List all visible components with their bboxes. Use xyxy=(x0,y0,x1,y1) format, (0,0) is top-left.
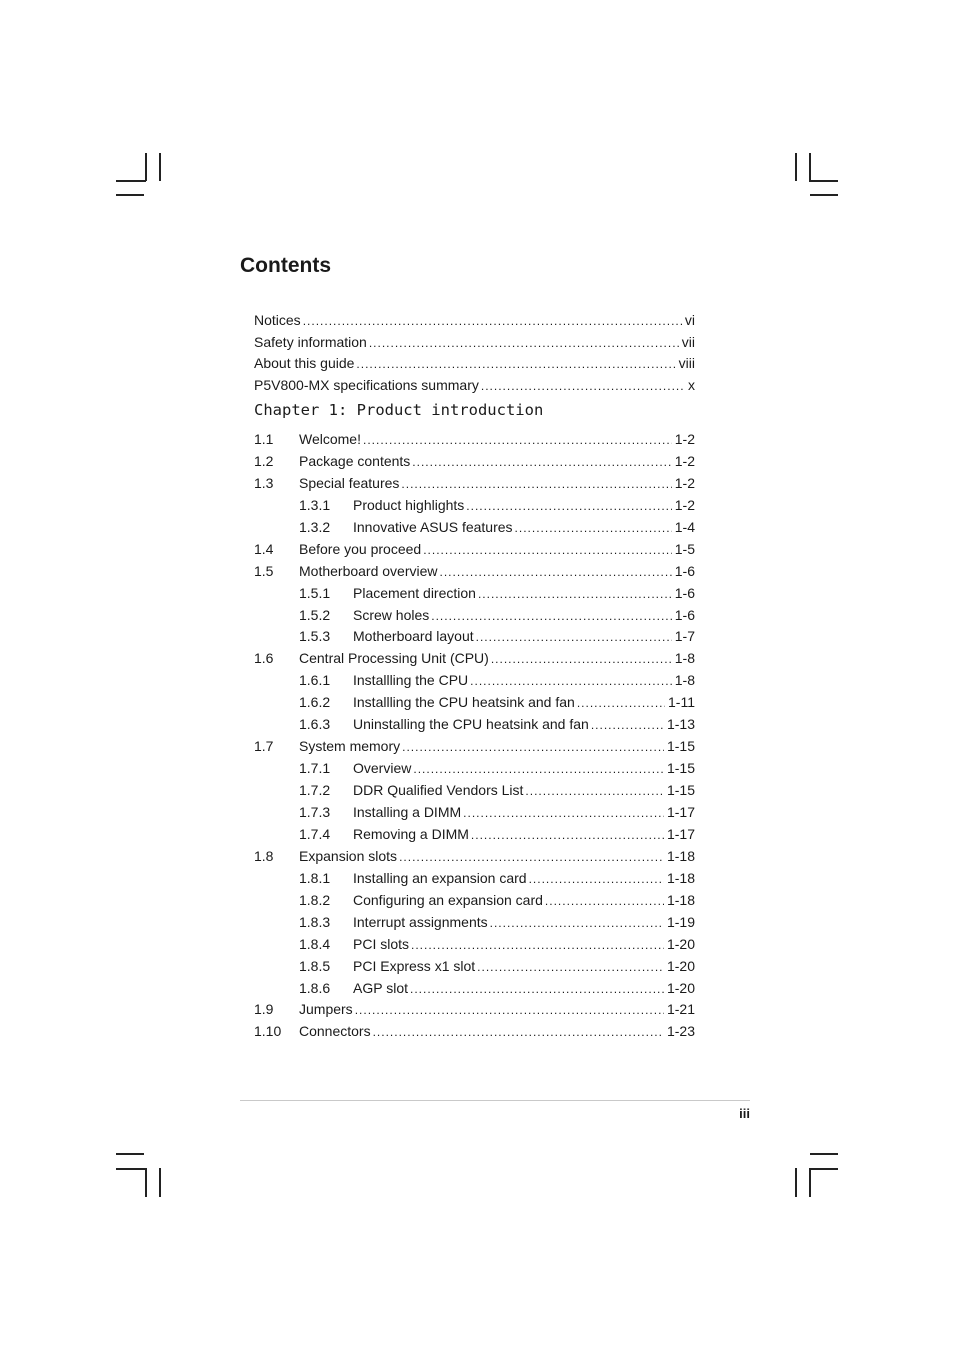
page-number: iii xyxy=(739,1106,750,1121)
dot-leader xyxy=(478,583,672,604)
toc-entry-number: 1.8.5 xyxy=(299,957,331,974)
dot-leader xyxy=(490,912,664,933)
toc-entry-number: 1.6 xyxy=(254,650,274,667)
toc-entry-page: 1-20 xyxy=(666,935,695,952)
toc-entry-number: 1.8.1 xyxy=(299,869,331,886)
toc-entry-label: Welcome! xyxy=(299,428,363,450)
dot-leader xyxy=(363,429,672,450)
chapter-heading: Chapter 1: Product introduction xyxy=(254,401,544,419)
toc-entry[interactable] xyxy=(254,625,695,647)
toc-entry[interactable] xyxy=(254,428,695,450)
crop-mark xyxy=(810,194,838,196)
toc-entry-label: Installing a DIMM xyxy=(353,801,463,823)
toc-entry[interactable] xyxy=(254,538,695,560)
toc-entry-number: 1.5.2 xyxy=(299,606,331,623)
toc-entry[interactable] xyxy=(254,331,695,353)
toc-entry-number: 1.3 xyxy=(254,474,274,491)
toc-entry-number: 1.8 xyxy=(254,847,274,864)
toc-entry-number: 1.10 xyxy=(254,1023,282,1040)
toc-entry[interactable] xyxy=(254,713,695,735)
toc-entry-page: 1-13 xyxy=(666,716,695,733)
toc-entry-label: Product highlights xyxy=(353,494,466,516)
toc-entry-label: Package contents xyxy=(299,450,412,472)
crop-mark xyxy=(810,1153,838,1155)
toc-entry-label: DDR Qualified Vendors List xyxy=(353,779,525,801)
toc-entry-label: Central Processing Unit (CPU) xyxy=(299,647,491,669)
toc-entry[interactable] xyxy=(254,757,695,779)
toc-entry-page: 1-18 xyxy=(666,891,695,908)
crop-mark xyxy=(809,180,838,182)
toc-entry-page: 1-4 xyxy=(674,518,695,535)
dot-leader xyxy=(423,539,672,560)
toc-entry[interactable] xyxy=(254,911,695,933)
toc-entry-page: 1-15 xyxy=(666,782,695,799)
toc-entry-page: 1-2 xyxy=(674,474,695,491)
dot-leader xyxy=(463,802,664,823)
toc-entry[interactable] xyxy=(254,516,695,538)
toc-entry-page: 1-2 xyxy=(674,496,695,513)
toc-entry-number: 1.8.3 xyxy=(299,913,331,930)
toc-entry-number: 1.7.1 xyxy=(299,760,331,777)
footer-rule xyxy=(240,1100,750,1101)
toc-entry-number: 1.6.2 xyxy=(299,694,331,711)
toc-entry-page: viii xyxy=(678,355,695,372)
toc-entry[interactable] xyxy=(254,352,695,374)
toc-entry-page: 1-18 xyxy=(666,869,695,886)
toc-entry-label: Motherboard layout xyxy=(353,625,476,647)
crop-mark xyxy=(116,1153,144,1155)
crop-mark xyxy=(116,194,144,196)
toc-entry-number: 1.8.6 xyxy=(299,979,331,996)
dot-leader xyxy=(591,714,664,735)
dot-leader xyxy=(401,473,671,494)
toc-entry-number: 1.9 xyxy=(254,1001,274,1018)
toc-entry-page: vi xyxy=(684,312,695,328)
toc-entry-number: 1.2 xyxy=(254,452,274,469)
dot-leader xyxy=(402,736,664,757)
toc-entry[interactable] xyxy=(254,374,695,396)
toc-entry-number: 1.7 xyxy=(254,738,274,755)
crop-mark xyxy=(116,1168,146,1170)
toc-entry-label: Innovative ASUS features xyxy=(353,516,515,538)
toc-entry-page: 1-23 xyxy=(666,1023,695,1040)
dot-leader xyxy=(303,310,682,331)
crop-mark xyxy=(809,153,811,181)
dot-leader xyxy=(440,561,672,582)
toc-entry-label: System memory xyxy=(299,735,402,757)
toc-entry-number: 1.6.3 xyxy=(299,716,331,733)
toc-entry-page: 1-8 xyxy=(674,672,695,689)
toc-entry-label: AGP slot xyxy=(353,977,410,999)
crop-mark xyxy=(795,1168,797,1197)
page-title: Contents xyxy=(240,254,331,277)
toc-entry-page: 1-6 xyxy=(674,584,695,601)
toc-entry-label: Uninstalling the CPU heatsink and fan xyxy=(353,713,591,735)
toc-entry-number: 1.7.4 xyxy=(299,825,331,842)
toc-entry[interactable] xyxy=(254,735,695,757)
dot-leader xyxy=(412,451,671,472)
toc-entry[interactable] xyxy=(254,647,695,669)
toc-entry[interactable] xyxy=(254,604,695,626)
toc-entry-number: 1.3.2 xyxy=(299,518,331,535)
toc-entry-number: 1.5 xyxy=(254,562,274,579)
toc-entry-label: Overview xyxy=(353,757,413,779)
dot-leader xyxy=(356,353,675,374)
toc-entry[interactable] xyxy=(254,472,695,494)
toc-entry-label: Jumpers xyxy=(299,998,355,1020)
dot-leader xyxy=(355,999,664,1020)
toc-entry-label: PCI Express x1 slot xyxy=(353,955,477,977)
toc-entry-page: 1-8 xyxy=(674,650,695,667)
toc-entry[interactable] xyxy=(254,998,695,1020)
dot-leader xyxy=(577,692,665,713)
toc-entry-label: Connectors xyxy=(299,1020,373,1042)
toc-entry-page: 1-7 xyxy=(674,628,695,645)
dot-leader xyxy=(373,1021,664,1042)
toc-entry-page: 1-5 xyxy=(674,540,695,557)
toc-entry-page: 1-11 xyxy=(668,694,695,711)
crop-mark xyxy=(159,153,161,181)
toc-entry-label: Before you proceed xyxy=(299,538,423,560)
toc-entry[interactable] xyxy=(254,560,695,582)
dot-leader xyxy=(471,824,664,845)
toc-entry-page: 1-15 xyxy=(666,760,695,777)
toc-entry-page: 1-2 xyxy=(674,431,695,447)
toc-entry-label: Screw holes xyxy=(353,604,431,626)
dot-leader xyxy=(491,648,672,669)
dot-leader xyxy=(477,956,664,977)
toc-entry-label: Notices xyxy=(254,309,303,331)
dot-leader xyxy=(481,375,685,396)
toc-entry[interactable] xyxy=(254,823,695,845)
toc-entry[interactable] xyxy=(254,867,695,889)
toc-entry-page: vii xyxy=(681,333,695,350)
dot-leader xyxy=(476,626,672,647)
toc-entry[interactable] xyxy=(254,845,695,867)
dot-leader xyxy=(525,780,664,801)
toc-entry[interactable] xyxy=(254,779,695,801)
toc-entry-page: 1-20 xyxy=(666,979,695,996)
toc-entry-label: Placement direction xyxy=(353,582,478,604)
toc-entry[interactable] xyxy=(254,955,695,977)
toc-entry[interactable] xyxy=(254,691,695,713)
dot-leader xyxy=(431,605,672,626)
toc-entry-number: 1.8.2 xyxy=(299,891,331,908)
toc-entry[interactable] xyxy=(254,450,695,472)
dot-leader xyxy=(411,934,664,955)
crop-mark xyxy=(145,1168,147,1197)
crop-mark xyxy=(116,180,146,182)
dot-leader xyxy=(399,846,664,867)
toc-entry-page: x xyxy=(688,377,695,394)
toc-entry-page: 1-15 xyxy=(666,738,695,755)
dot-leader xyxy=(369,332,679,353)
dot-leader xyxy=(466,495,671,516)
toc-entry-number: 1.5.1 xyxy=(299,584,331,601)
toc-entry-label: Special features xyxy=(299,472,401,494)
crop-mark xyxy=(145,153,147,181)
toc-entry-number: 1.6.1 xyxy=(299,672,331,689)
toc-entry-page: 1-21 xyxy=(666,1001,695,1018)
dot-leader xyxy=(410,978,664,999)
toc-entry[interactable] xyxy=(254,582,695,604)
toc-entry-page: 1-20 xyxy=(666,957,695,974)
toc-entry-label: Installing an expansion card xyxy=(353,867,529,889)
toc-entry-page: 1-17 xyxy=(666,825,695,842)
toc-entry-page: 1-18 xyxy=(666,847,695,864)
toc-entry-label: Expansion slots xyxy=(299,845,399,867)
toc-entry-page: 1-19 xyxy=(666,913,695,930)
toc-entry[interactable] xyxy=(254,801,695,823)
dot-leader xyxy=(413,758,664,779)
toc-entry-page: 1-6 xyxy=(674,562,695,579)
toc-entry[interactable] xyxy=(254,889,695,911)
toc-entry[interactable] xyxy=(254,977,695,999)
toc-entry-number: 1.7.3 xyxy=(299,803,331,820)
toc-entry-label: Configuring an expansion card xyxy=(353,889,545,911)
toc-entry[interactable] xyxy=(254,933,695,955)
toc-entry-label: Motherboard overview xyxy=(299,560,440,582)
toc-entry-label: PCI slots xyxy=(353,933,411,955)
dot-leader xyxy=(470,670,672,691)
toc-entry-label: Interrupt assignments xyxy=(353,911,490,933)
toc-entry-number: 1.8.4 xyxy=(299,935,331,952)
toc-entry-label: Installling the CPU xyxy=(353,669,470,691)
dot-leader xyxy=(529,868,664,889)
toc-entry-label: P5V800-MX specifications summary xyxy=(254,374,481,396)
crop-mark xyxy=(809,1168,811,1197)
toc-entry-number: 1.3.1 xyxy=(299,496,331,513)
dot-leader xyxy=(515,517,672,538)
toc-entry-page: 1-17 xyxy=(666,803,695,820)
dot-leader xyxy=(545,890,664,911)
toc-entry-number: 1.7.2 xyxy=(299,782,331,799)
toc-entry-page: 1-2 xyxy=(674,452,695,469)
crop-mark xyxy=(159,1168,161,1197)
toc-entry[interactable] xyxy=(254,1020,695,1042)
toc-entry[interactable] xyxy=(254,669,695,691)
toc-entry-label: Removing a DIMM xyxy=(353,823,471,845)
crop-mark xyxy=(809,1168,838,1170)
toc-entry-label: Safety information xyxy=(254,331,369,353)
crop-mark xyxy=(795,153,797,181)
toc-entry-number: 1.4 xyxy=(254,540,274,557)
toc-entry-label: Installling the CPU heatsink and fan xyxy=(353,691,577,713)
toc-entry-label: About this guide xyxy=(254,352,356,374)
toc-entry-number: 1.1 xyxy=(254,431,274,447)
toc-entry-page: 1-6 xyxy=(674,606,695,623)
toc-entry-number: 1.5.3 xyxy=(299,628,331,645)
toc-entry[interactable] xyxy=(254,494,695,516)
toc-entry[interactable] xyxy=(254,309,695,331)
